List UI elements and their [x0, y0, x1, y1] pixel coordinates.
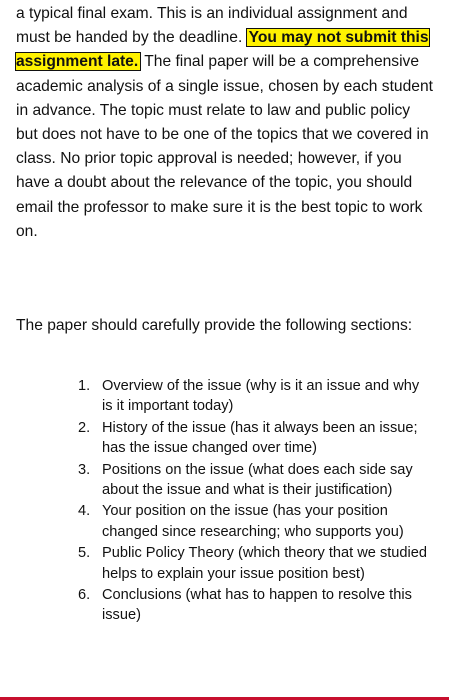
list-item-text: Your position on the issue (has your position changed since researching; who supports you) [102, 503, 404, 540]
list-item-text: Public Policy Theory (which theory that we studied helps to explain your issue position best) [102, 545, 428, 582]
list-item-text: Positions on the issue (what does each side say about the issue and what is their justification) [102, 461, 413, 499]
list-item [78, 376, 428, 417]
list-item-text: Conclusions (what has to happen to resolve this issue) [102, 587, 412, 624]
list-item-text: Overview of the issue (why is it an issue and why is it important today) [102, 378, 420, 415]
list-number: 2. [78, 419, 91, 436]
list-item [78, 501, 428, 542]
list-item [78, 460, 428, 501]
assignment-paragraph [16, 2, 436, 244]
list-number: 5. [78, 545, 91, 562]
late-submission-highlight: You may not submit this assignment late. [16, 29, 429, 71]
sections-list [78, 376, 428, 627]
list-item [78, 418, 428, 459]
list-number: 6. [78, 587, 91, 604]
list-number: 4. [78, 503, 91, 520]
paragraph-text-before: a typical final exam. This is an individual assignment and must be handed by the deadline. [16, 5, 408, 47]
list-item-text: History of the issue (has it always been an issue; has the issue changed over time) [102, 419, 418, 457]
list-item [78, 585, 428, 626]
list-number: 3. [78, 461, 91, 478]
sections-intro: The paper should carefully provide the following sections: [16, 317, 413, 334]
list-item [78, 543, 428, 584]
paragraph-text-after: The final paper will be a comprehensive academic analysis of a single issue, chosen by each student in advance. The topic must relate to law and public policy but does not have to be one of the topics that we covered in class. No prior topic approval is needed; however, if you have a doubt about the relevance of the topic, you should email the professor to make sure it is the best topic to work on. [16, 53, 433, 240]
list-number: 1. [78, 378, 91, 394]
